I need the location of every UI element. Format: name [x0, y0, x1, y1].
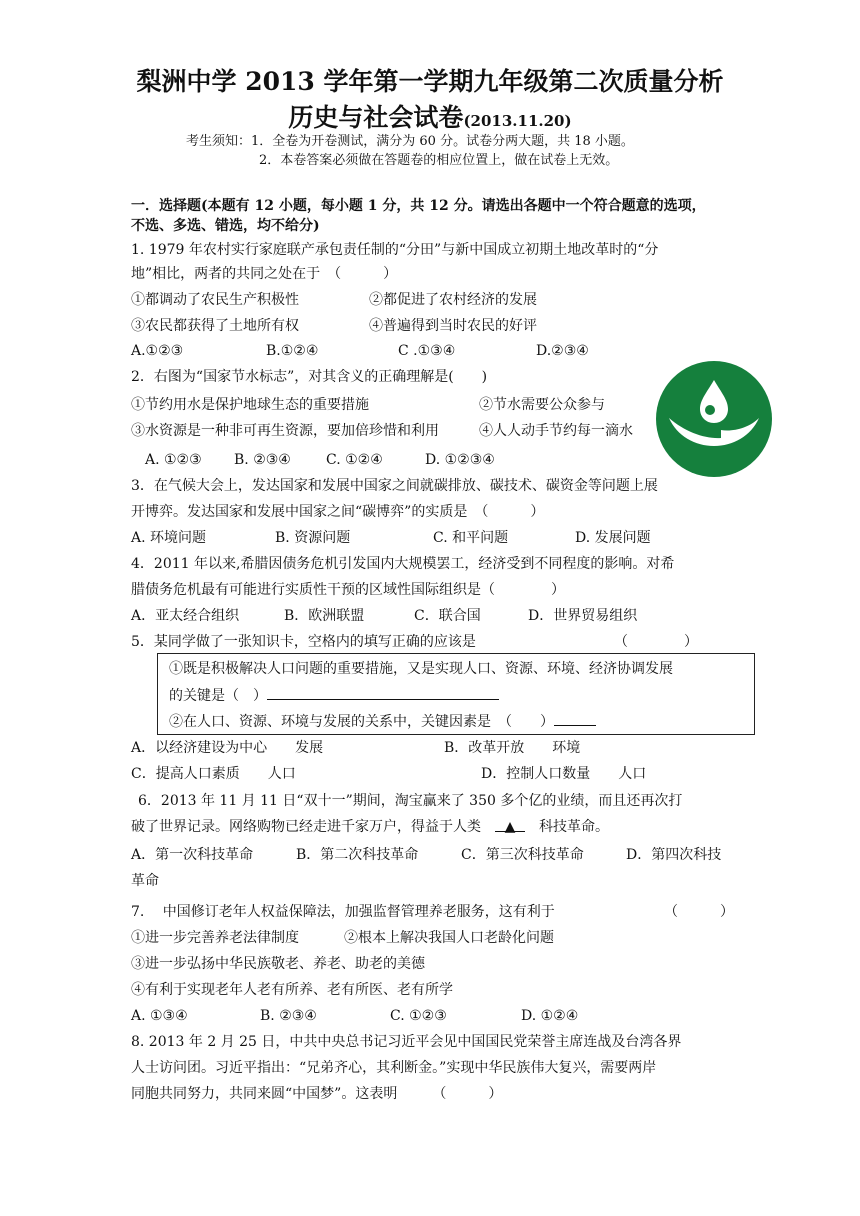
- knowledge-card-line-3: [169, 711, 596, 732]
- question-8-stem-cont-2: 同胞共同努力，共同来圆“中国梦”。这表明 （ ）: [131, 1086, 503, 1102]
- question-2-statement-3: ③水资源是一种非可再生资源，要加倍珍惜和利用: [131, 423, 439, 439]
- question-4-stem-cont: 腊债务危机最有可能进行实质性干预的区域性国际组织是（ ）: [131, 582, 565, 598]
- question-1-option-d[interactable]: D.②③④: [536, 343, 589, 359]
- question-6-stem-tail: 科技革命。: [539, 819, 609, 835]
- question-3-option-b[interactable]: B. 资源问题: [275, 530, 351, 546]
- question-2-option-a[interactable]: A. ①②③: [145, 452, 202, 468]
- question-6-option-c[interactable]: C．第三次科技革命: [461, 847, 584, 863]
- question-1-option-a[interactable]: A.①②③: [131, 343, 184, 359]
- question-2-option-c[interactable]: C. ①②④: [326, 452, 383, 468]
- question-6-option-a[interactable]: A．第一次科技革命: [131, 847, 254, 863]
- notice-line-1: 考生须知：1．全卷为开卷测试，满分为 60 分。试卷分两大题，共 18 小题。: [186, 134, 634, 149]
- exam-subject: 历史与社会试卷: [288, 103, 464, 132]
- knowledge-card-line-2: [169, 685, 499, 706]
- question-7-statement-4: ④有利于实现老年人老有所养、老有所医、老有所学: [131, 982, 453, 998]
- question-4-option-d[interactable]: D．世界贸易组织: [528, 608, 638, 624]
- question-8-stem-cont: 人士访问团。习近平指出：“兄弟齐心，其利断金。”实现中华民族伟大复兴，需要两岸: [131, 1060, 657, 1076]
- question-1-statement-4: ④普遍得到当时农民的好评: [369, 318, 537, 334]
- question-4-stem: 4．2011 年以来,希腊因债务危机引发国内大规模罢工，经济受到不同程度的影响。对希: [131, 556, 675, 572]
- question-6-stem: 6．2013 年 11 月 11 日“双十一”期间，淘宝赢来了 350 多个亿的业绩，而且还再次打: [138, 793, 683, 809]
- question-2-statement-4: ④人人动手节约每一滴水: [479, 423, 633, 439]
- knowledge-card-line-2-text: 的关键是（ ）: [169, 688, 267, 704]
- question-5-option-c[interactable]: C．提高人口素质 人口: [131, 766, 296, 782]
- knowledge-card-blank-1[interactable]: [267, 685, 499, 700]
- question-8-stem: 8. 2013 年 2 月 25 日，中共中央总书记习近平会见中国国民党荣誉主席连战及台湾各界: [131, 1034, 682, 1050]
- knowledge-card-blank-2[interactable]: [554, 711, 596, 726]
- question-7-statement-2: ②根本上解决我国人口老龄化问题: [344, 930, 554, 946]
- question-3-stem-cont: 开博弈。发达国家和发展中国家之间“碳博弈”的实质是 （ ）: [131, 504, 545, 520]
- question-1-statement-2: ②都促进了农村经济的发展: [369, 292, 537, 308]
- question-7-option-b[interactable]: B. ②③④: [260, 1008, 317, 1024]
- notice-line-2: 2．本卷答案必须做在答题卷的相应位置上，做在试卷上无效。: [259, 153, 619, 168]
- question-6-stem-text: 破了世界记录。网络购物已经走进千家万户，得益于人类: [131, 819, 481, 835]
- question-3-option-a[interactable]: A. 环境问题: [131, 530, 207, 546]
- question-1-option-c[interactable]: C .①③④: [398, 343, 456, 359]
- question-6-option-d-cont: 革命: [131, 873, 159, 889]
- question-7-option-c[interactable]: C. ①②③: [390, 1008, 447, 1024]
- question-3-option-d[interactable]: D. 发展问题: [575, 530, 651, 546]
- question-1-stem: 1. 1979 年农村实行家庭联产承包责任制的“分田”与新中国成立初期土地改革时的“分: [131, 242, 659, 258]
- question-4-option-b[interactable]: B．欧洲联盟: [284, 608, 365, 624]
- question-7-option-a[interactable]: A. ①③④: [131, 1008, 188, 1024]
- question-7-statement-3: ③进一步弘扬中华民族敬老、养老、助老的美德: [131, 956, 425, 972]
- question-7-statement-1: ①进一步完善养老法律制度: [131, 930, 299, 946]
- question-5-answer-paren: （ ）: [614, 634, 698, 650]
- question-4-option-a[interactable]: A．亚太经合组织: [131, 608, 240, 624]
- logo-drop-dot: [705, 405, 715, 415]
- exam-title: 梨洲中学 2013 学年第一学期九年级第二次质量分析: [136, 67, 724, 96]
- question-7-stem: 7. 中国修订老年人权益保障法，加强监督管理养老服务，这有利于: [131, 904, 555, 920]
- question-1-statement-3: ③农民都获得了土地所有权: [131, 318, 299, 334]
- question-1-option-b[interactable]: B.①②④: [266, 343, 319, 359]
- question-2-option-d[interactable]: D. ①②③④: [425, 452, 495, 468]
- question-5-option-a[interactable]: A．以经济建设为中心 发展: [131, 740, 324, 756]
- question-7-option-d[interactable]: D. ①②④: [521, 1008, 579, 1024]
- question-2-stem: 2．右图为“国家节水标志”，对其含义的正确理解是( ): [131, 369, 488, 385]
- knowledge-card-line-1: ①既是积极解决人口问题的重要措施，又是实现人口、资源、环境、经济协调发展: [169, 661, 673, 677]
- question-6-blank[interactable]: ▲: [495, 817, 525, 832]
- section-heading: 一．选择题(本题有 12 小题，每小题 1 分，共 12 分。请选出各题中一个符合题意的选项，: [131, 198, 706, 214]
- knowledge-card-line-3-text: ②在人口、资源、环境与发展的关系中，关键因素是 （ ）: [169, 714, 554, 730]
- question-6-option-d[interactable]: D．第四次科技: [626, 847, 722, 863]
- question-5-option-b[interactable]: B．改革开放 环境: [444, 740, 581, 756]
- question-5-option-d[interactable]: D．控制人口数量 人口: [481, 766, 647, 782]
- question-5-stem: 5．某同学做了一张知识卡，空格内的填写正确的应该是: [131, 634, 476, 650]
- water-saving-logo-icon: [655, 360, 773, 478]
- question-6-option-b[interactable]: B．第二次科技革命: [296, 847, 419, 863]
- section-heading-cont: 不选、多选、错选，均不给分): [131, 218, 320, 234]
- question-7-answer-paren: （ ）: [664, 904, 734, 920]
- question-6-stem-cont: [131, 817, 609, 837]
- question-2-option-b[interactable]: B. ②③④: [234, 452, 291, 468]
- question-1-statement-1: ①都调动了农民生产积极性: [131, 292, 299, 308]
- question-3-stem: 3．在气候大会上，发达国家和发展中国家之间就碳排放、碳技术、碳资金等问题上展: [131, 478, 658, 494]
- question-1-stem-cont: 地”相比，两者的共同之处在于 （ ）: [131, 266, 398, 282]
- question-4-option-c[interactable]: C．联合国: [414, 608, 481, 624]
- question-2-statement-1: ①节约用水是保护地球生态的重要措施: [131, 397, 369, 413]
- question-3-option-c[interactable]: C. 和平问题: [433, 530, 509, 546]
- question-2-statement-2: ②节水需要公众参与: [479, 397, 605, 413]
- exam-date: (2013.11.20): [463, 112, 572, 130]
